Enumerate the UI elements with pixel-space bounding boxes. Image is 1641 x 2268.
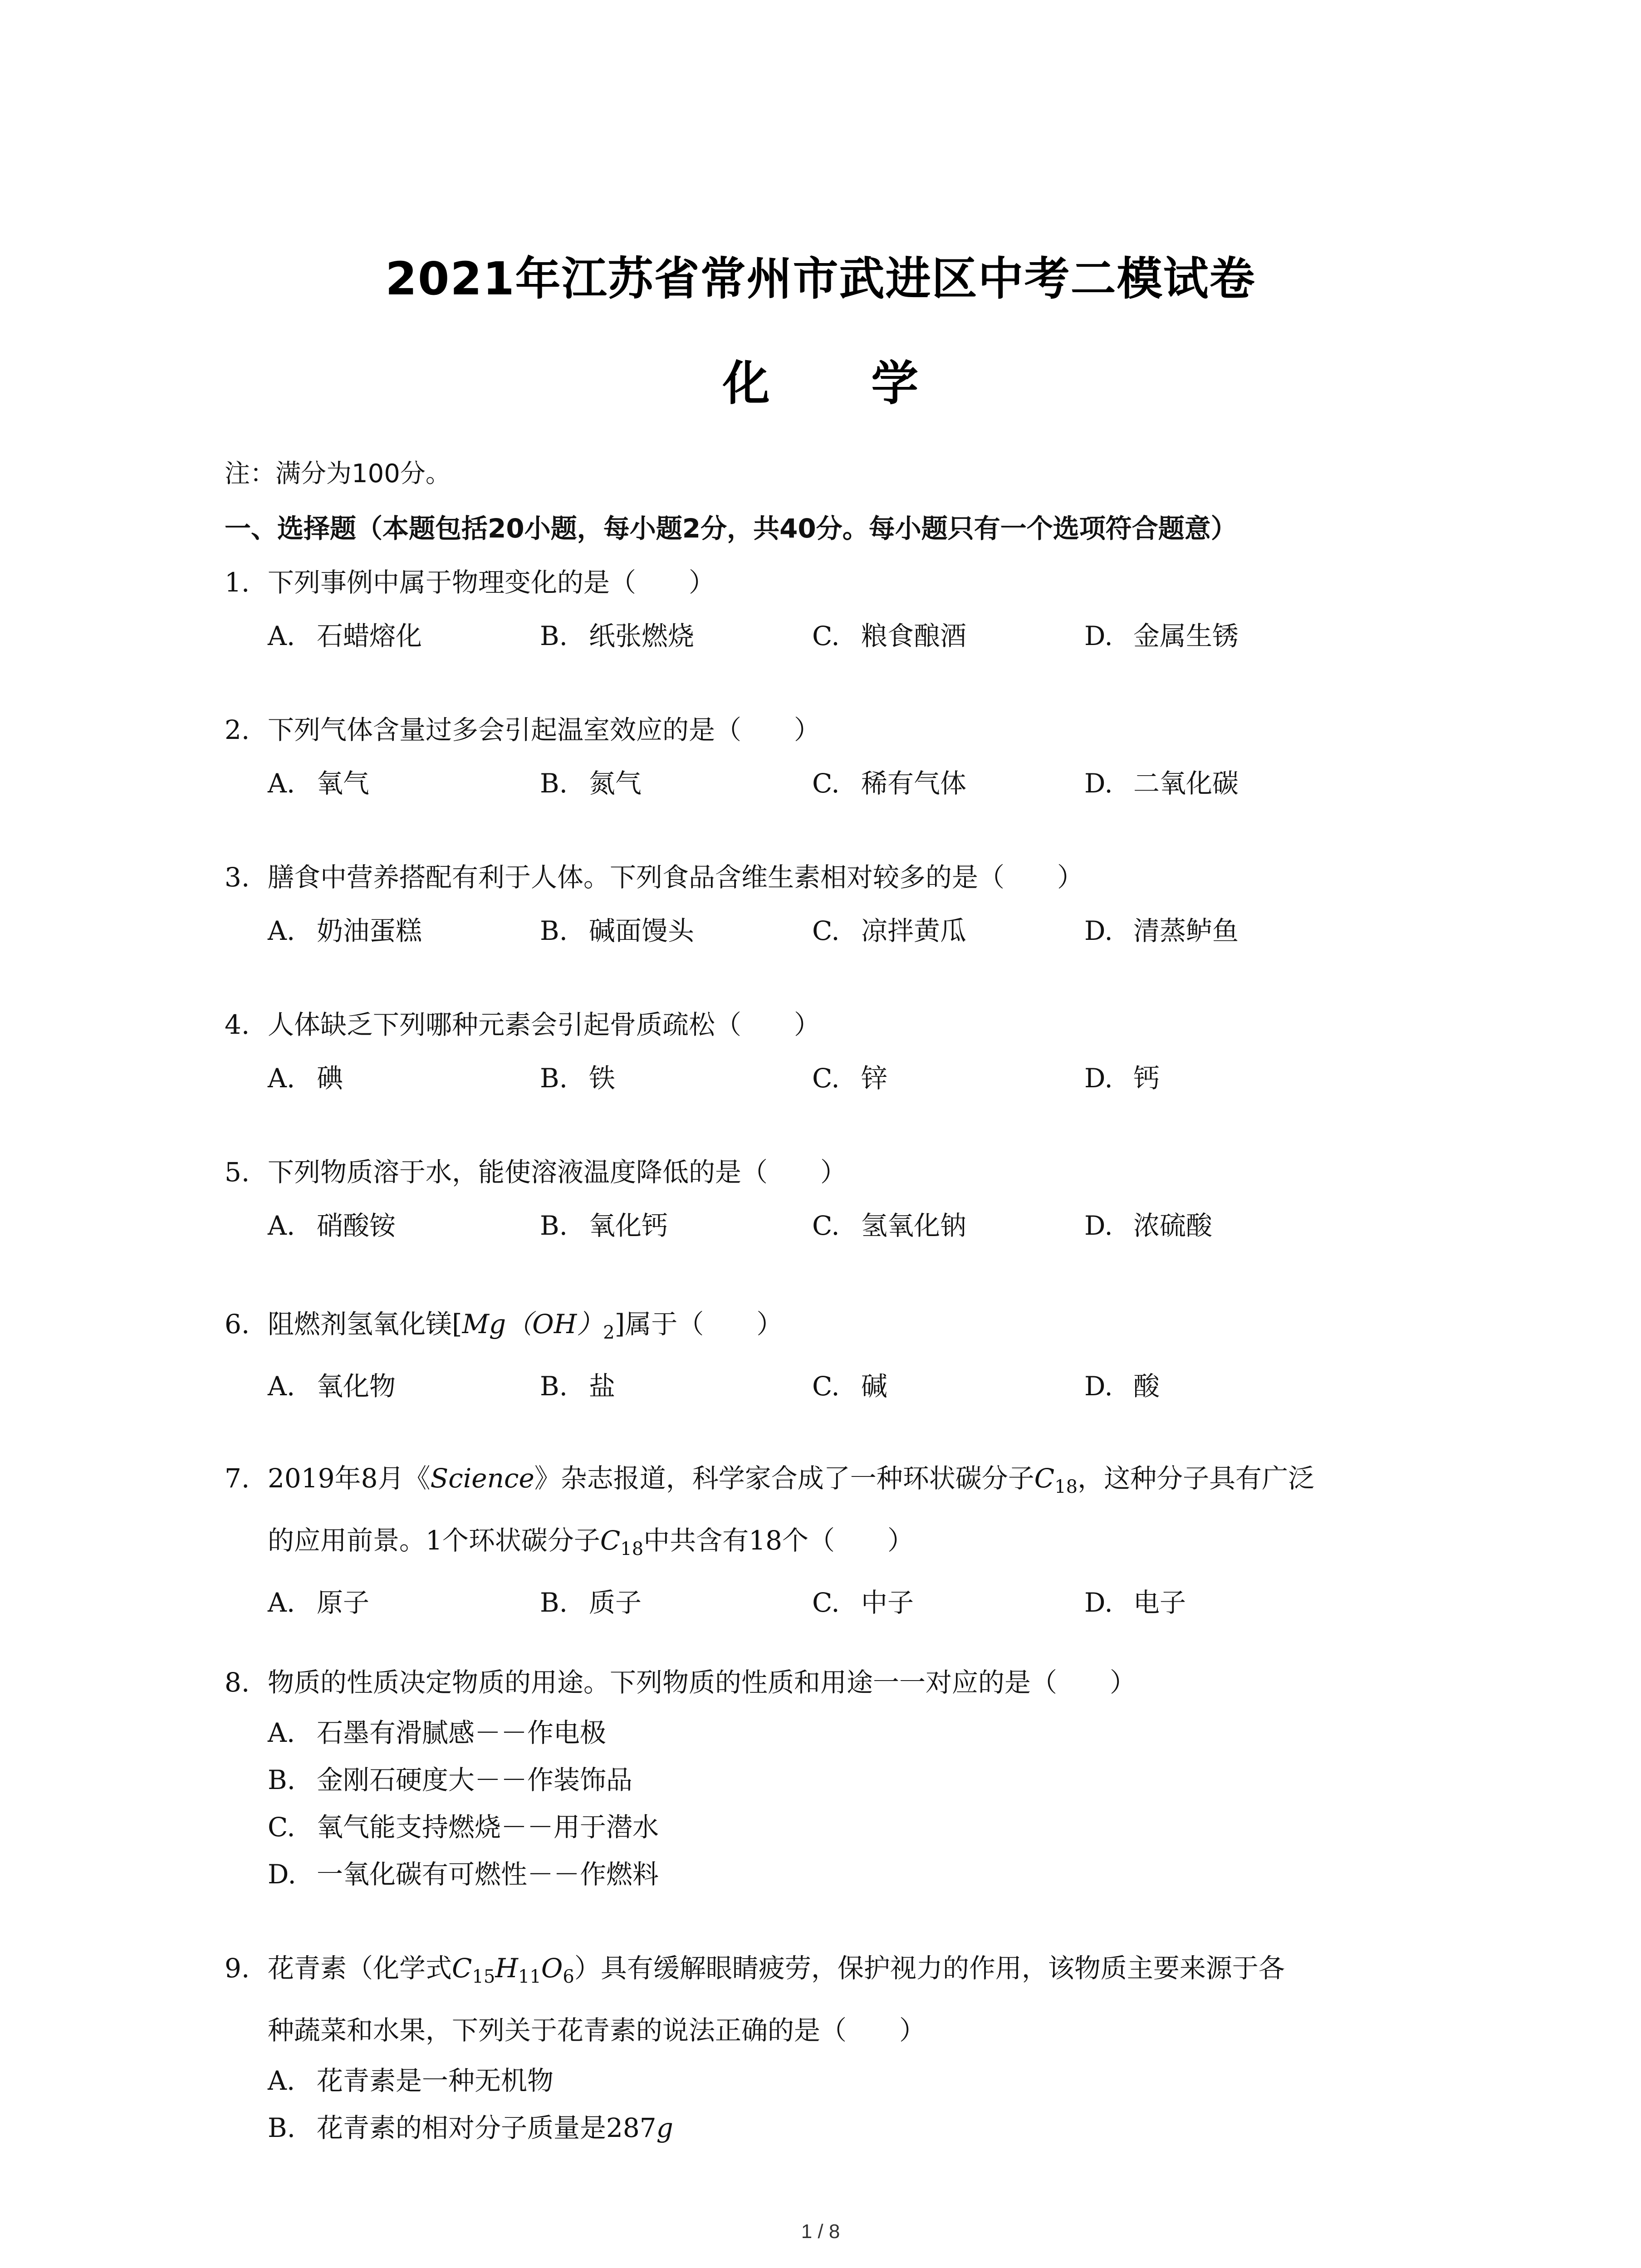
option-a: A. 原子 [268, 1587, 370, 1618]
option-list [268, 757, 1450, 810]
question-4 [225, 998, 1450, 1105]
question-number: 8. [225, 1667, 250, 1698]
option-c: C. 锌 [812, 1063, 888, 1094]
option-a: A. 硝酸铵 [268, 1210, 396, 1241]
option-b: B. 氮气 [540, 768, 642, 799]
option-c: C. 粮食酿酒 [812, 621, 967, 651]
option-c: C. 氢氧化钠 [812, 1210, 967, 1241]
chemical-formula: $Mg(OH)_2$ [462, 1309, 615, 1343]
question-2 [225, 703, 1450, 810]
option-c: C. 中子 [812, 1587, 914, 1618]
question-number: 6. [225, 1309, 250, 1339]
question-stem: 下列物质溶于水，能使溶液温度降低的是（ ） [268, 1157, 847, 1188]
page-title: 2021年江苏省常州市武进区中考二模试卷 [385, 252, 1256, 305]
option-a: A. 碘 [268, 1063, 343, 1094]
option-d: D. 酸 [1084, 1371, 1160, 1402]
option-d: D. 电子 [1084, 1587, 1186, 1618]
option-b: B. 氧化钙 [540, 1210, 668, 1241]
option-list [268, 1359, 1450, 1413]
option-c: C. 稀有气体 [812, 768, 967, 799]
chemical-formula: $C_{18}$ [600, 1525, 644, 1559]
option-b: B. 质子 [540, 1587, 642, 1618]
option-d: D. 浓硫酸 [1084, 1210, 1213, 1241]
subject-title: 化 学 [722, 356, 961, 411]
option-list [268, 2057, 1450, 2151]
question-5 [225, 1145, 1450, 1252]
option-d: D. 钙 [1084, 1063, 1160, 1094]
option-d: D. 金属生锈 [1084, 621, 1239, 651]
option-b: B. 纸张燃烧 [540, 621, 695, 651]
question-9 [225, 1941, 1450, 2151]
option-list [268, 609, 1450, 663]
option-d: D. 清蒸鲈鱼 [1084, 915, 1239, 946]
option-list [268, 1576, 1450, 1629]
question-number: 2. [225, 714, 250, 745]
option-a: A. 石蜡熔化 [268, 621, 422, 651]
option-c: C. 氧气能支持燃烧－－用于潜水 [268, 1812, 659, 1843]
option-b: B. 碱面馒头 [540, 915, 695, 946]
question-stem: 下列气体含量过多会引起温室效应的是（ ） [268, 714, 821, 745]
option-a: A. 氧气 [268, 768, 370, 799]
question-1 [225, 556, 1450, 663]
question-number: 1. [225, 567, 250, 598]
option-b: B. 花青素的相对分子质量是287g [268, 2112, 673, 2143]
question-stem: 花青素（化学式$C_{15}H_{11}O_6$）具有缓解眼睛疲劳，保护视力的作用，该物质主要来源于各 种蔬菜和水果，下列关于花青素的说法正确的是（ ） [268, 1953, 1285, 2046]
question-stem: 人体缺乏下列哪种元素会引起骨质疏松（ ） [268, 1009, 821, 1040]
chemical-formula: $C_{15}H_{11}O_6$ [452, 1953, 574, 1987]
question-number: 5. [225, 1157, 250, 1188]
question-stem: 阻燃剂氢氧化镁$[Mg(OH)_2]$属于（ ） [268, 1309, 783, 1343]
option-c: C. 碱 [812, 1371, 888, 1402]
question-8 [225, 1656, 1450, 1898]
question-number: 9. [225, 1953, 250, 1984]
chemical-formula: $C_{18}$ [1034, 1463, 1078, 1497]
option-a: A. 奶油蛋糕 [268, 915, 422, 946]
section-heading: 一、选择题（本题包括20小题，每小题2分，共40分。每小题只有一个选项符合题意） [225, 513, 1237, 544]
option-c: C. 凉拌黄瓜 [812, 915, 967, 946]
option-list [268, 1709, 1450, 1898]
question-stem: 2019年8月《Science》杂志报道，科学家合成了一种环状碳分子$C_{18}$，这种分子具有广泛 的应用前景。1个环状碳分子$C_{18}$中共含有18个（ ） [268, 1463, 1315, 1559]
question-6 [225, 1297, 1450, 1413]
option-list [268, 1199, 1450, 1252]
option-list [268, 904, 1450, 958]
option-d: D. 二氧化碳 [1084, 768, 1239, 799]
option-b: B. 金刚石硬度大－－作装饰品 [268, 1765, 633, 1795]
question-number: 3. [225, 862, 250, 893]
option-a: A. 氧化物 [268, 1371, 396, 1402]
option-b: B. 铁 [540, 1063, 616, 1094]
option-d: D. 一氧化碳有可燃性－－作燃料 [268, 1859, 659, 1890]
question-stem: 物质的性质决定物质的用途。下列物质的性质和用途一一对应的是（ ） [268, 1667, 1136, 1698]
page-number: 1 / 8 [801, 2220, 840, 2243]
option-list [268, 1051, 1450, 1105]
question-number: 7. [225, 1463, 250, 1494]
option-b: B. 盐 [540, 1371, 616, 1402]
question-7 [225, 1452, 1450, 1629]
question-stem: 膳食中营养搭配有利于人体。下列食品含维生素相对较多的是（ ） [268, 862, 1084, 893]
option-a: A. 石墨有滑腻感－－作电极 [268, 1717, 607, 1748]
question-stem: 下列事例中属于物理变化的是（ ） [268, 567, 715, 598]
question-3 [225, 850, 1450, 958]
option-a: A. 花青素是一种无机物 [268, 2065, 554, 2096]
score-note: 注：满分为100分。 [225, 459, 451, 489]
question-number: 4. [225, 1009, 250, 1040]
